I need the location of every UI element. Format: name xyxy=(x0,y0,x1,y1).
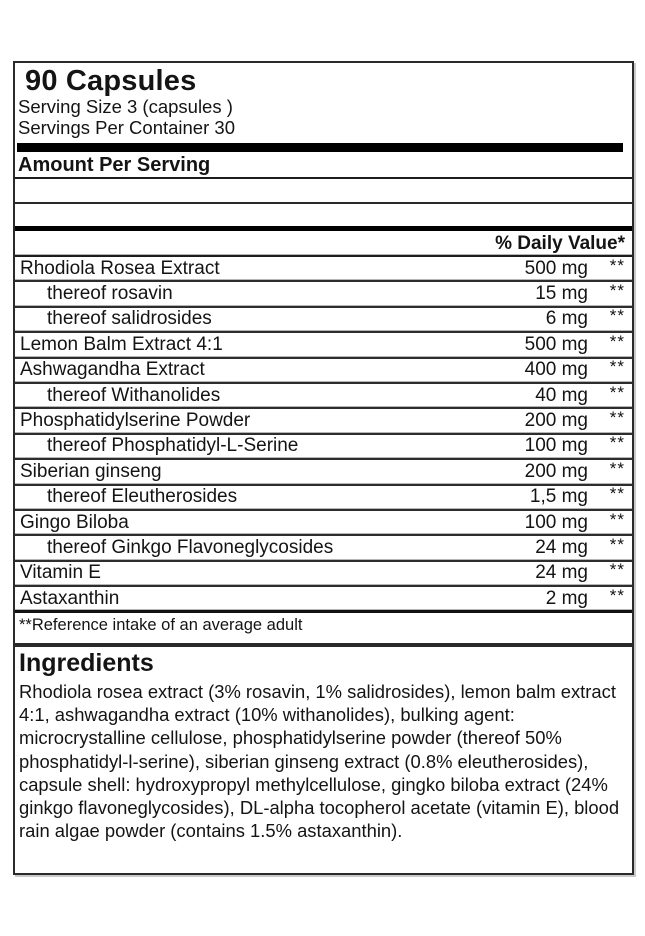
nutrient-amount: 1,5 mg xyxy=(529,486,588,508)
table-row xyxy=(15,435,632,460)
capsule-count-title: 90 Capsules xyxy=(25,65,197,97)
nutrient-daily-value: ** xyxy=(609,484,625,504)
nutrient-name: Siberian ginseng xyxy=(20,460,162,482)
amount-per-serving-heading: Amount Per Serving xyxy=(15,155,632,179)
table-row xyxy=(15,359,632,384)
servings-per-container: Servings Per Container 30 xyxy=(18,116,235,138)
nutrient-amount: 15 mg xyxy=(535,283,588,305)
table-row xyxy=(15,409,632,434)
supplement-facts-panel xyxy=(13,61,634,645)
table-row xyxy=(15,587,632,613)
table-row xyxy=(15,511,632,536)
nutrient-amount: 200 mg xyxy=(524,460,588,482)
table-row xyxy=(15,257,632,282)
nutrient-name: thereof Ginkgo Flavoneglycosides xyxy=(47,536,334,558)
nutrient-daily-value: ** xyxy=(609,255,625,275)
nutrient-name: thereof salidrosides xyxy=(47,308,212,330)
table-row xyxy=(15,384,632,409)
nutrient-amount: 2 mg xyxy=(545,587,588,609)
nutrient-name: Ashwagandha Extract xyxy=(20,359,205,381)
nutrient-amount: 200 mg xyxy=(524,410,588,432)
nutrient-name: Lemon Balm Extract 4:1 xyxy=(20,333,223,355)
nutrient-daily-value: ** xyxy=(609,357,625,377)
table-row xyxy=(15,308,632,333)
serving-size: Serving Size 3 (capsules ) xyxy=(18,96,233,117)
divider-line xyxy=(15,202,632,204)
nutrient-amount: 100 mg xyxy=(524,511,588,533)
table-row xyxy=(15,562,632,587)
nutrient-daily-value: ** xyxy=(609,281,625,301)
nutrient-amount: 40 mg xyxy=(535,384,588,406)
nutrient-amount: 24 mg xyxy=(535,562,588,584)
nutrient-amount: 24 mg xyxy=(535,536,588,558)
table-row xyxy=(15,486,632,511)
reference-footnote: **Reference intake of an average adult xyxy=(19,616,303,635)
table-row xyxy=(15,282,632,307)
nutrient-daily-value: ** xyxy=(609,382,625,402)
nutrient-daily-value: ** xyxy=(609,331,625,351)
nutrient-daily-value: ** xyxy=(609,585,625,605)
nutrient-name: thereof rosavin xyxy=(47,283,173,305)
nutrient-amount: 6 mg xyxy=(545,308,588,330)
nutrient-amount: 500 mg xyxy=(524,333,588,355)
nutrient-daily-value: ** xyxy=(609,433,625,453)
ingredients-title: Ingredients xyxy=(19,649,154,677)
nutrient-daily-value: ** xyxy=(609,306,625,326)
nutrient-daily-value: ** xyxy=(609,408,625,428)
nutrient-daily-value: ** xyxy=(609,458,625,478)
nutrient-name: Vitamin E xyxy=(20,562,101,584)
nutrient-name: Phosphatidylserine Powder xyxy=(20,410,251,432)
nutrient-name: thereof Withanolides xyxy=(47,384,221,406)
nutrient-name: Rhodiola Rosea Extract xyxy=(20,257,220,279)
nutrient-amount: 400 mg xyxy=(524,359,588,381)
divider-bar-top xyxy=(17,143,623,152)
nutrient-name: thereof Eleutherosides xyxy=(47,486,238,508)
daily-value-header: % Daily Value* xyxy=(15,231,632,257)
ingredients-panel xyxy=(13,645,634,875)
nutrient-daily-value: ** xyxy=(609,534,625,554)
ingredients-text: Rhodiola rosea extract (3% rosavin, 1% salidrosides), lemon balm extract 4:1, ashwagandha extract (10% withanolides), bulking agent: microcrystalline cellulose, phosphatidylserine powder (thereof 50% phosphatidyl-l-serine), siberian ginseng extract (0.8% eleutherosides), capsule shell: hydroxypropyl methylcellulose, gingko biloba extract (24% ginkgo flavoneglycosides), DL-alpha tocopherol acetate (vitamin E), blood rain algae powder (contains 1.5% astaxanthin). xyxy=(19,681,620,842)
table-row xyxy=(15,536,632,561)
nutrient-name: Gingo Biloba xyxy=(20,511,129,533)
nutrient-name: Astaxanthin xyxy=(20,587,120,609)
table-row xyxy=(15,333,632,358)
nutrient-daily-value: ** xyxy=(609,509,625,529)
nutrient-amount: 100 mg xyxy=(524,435,588,457)
table-row xyxy=(15,460,632,485)
nutrient-daily-value: ** xyxy=(609,560,625,580)
nutrient-table xyxy=(15,257,632,613)
nutrient-amount: 500 mg xyxy=(524,257,588,279)
nutrient-name: thereof Phosphatidyl-L-Serine xyxy=(47,435,299,457)
